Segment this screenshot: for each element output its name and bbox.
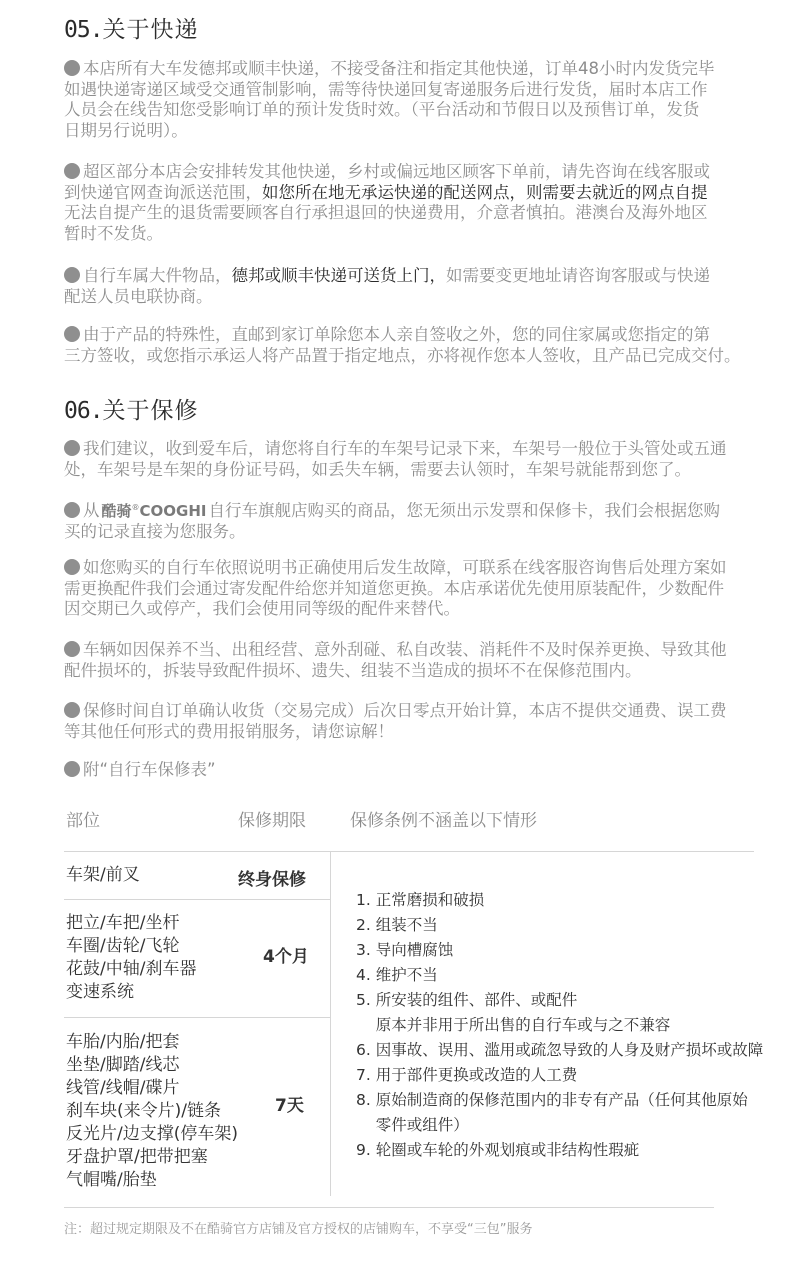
table-bottom-rule: [64, 1207, 714, 1208]
list-item: 8. 原始制造商的保修范围内的非专有产品（任何其他原始: [356, 1091, 748, 1109]
bullet-dot-icon: [64, 440, 80, 456]
warranty-paragraph-5: 保修时间自订单确认收货（交易完成）后次日零点开始计算，本店不提供交通费、误工费 等其他任何形式的费用报销服务，请您谅解！: [64, 701, 727, 741]
table-header-exclusions: 保修条例不涵盖以下情形: [350, 811, 537, 831]
table-row-period: 终身保修: [238, 870, 306, 890]
list-item: 3. 导向槽腐蚀: [356, 941, 454, 959]
table-header-part: 部位: [66, 811, 100, 831]
bullet-dot-icon: [64, 163, 80, 179]
list-item: 5. 所安装的组件、部件、或配件: [356, 991, 578, 1009]
bullet-dot-icon: [64, 502, 80, 518]
list-item: 2. 组装不当: [356, 916, 438, 934]
list-item: 6. 因事故、误用、滥用或疏忽导致的人身及财产损坏或故障: [356, 1041, 764, 1059]
warranty-table-caption: 附“自行车保修表”: [64, 760, 764, 781]
table-top-rule: [64, 851, 754, 852]
bullet-dot-icon: [64, 559, 80, 575]
table-row-parts: 车胎/内胎/把套 坐垫/脚踏/线芯 线管/线帽/碟片 刹车块(来令片)/链条 反光片/边支撑(停车架) 牙盘护罩/把带把塞 气帽嘴/胎垫: [66, 1032, 238, 1190]
list-item: 4. 维护不当: [356, 966, 438, 984]
warranty-paragraph-2: 从 酷骑®COOGHI 自行车旗舰店购买的商品，您无须出示发票和保修卡，我们会根据您购 买的记录直接为您服务。: [64, 498, 764, 542]
section-05-title: [64, 11, 199, 44]
table-row-period: 4个月: [263, 947, 309, 967]
warranty-paragraph-1: 我们建议，收到爱车后，请您将自行车的车架号记录下来，车架号一般位于头管处或五通 处，车架号是车架的身份证号码，如丢失车辆，需要去认领时，车架号就能帮到您了。: [64, 439, 727, 479]
list-item: 9. 轮圈或车轮的外观划痕或非结构性瑕疵: [356, 1141, 640, 1159]
list-item: 7. 用于部件更换或改造的人工费: [356, 1066, 578, 1084]
table-row-period: 7天: [275, 1096, 304, 1116]
self-pickup-highlight: 如您所在地无承运快递的配送网点，则需要去就近的网点自提: [262, 182, 708, 202]
shipping-paragraph-2: 超区部分本店会安排转发其他快递，乡村或偏远地区顾客下单前，请先咨询在线客服或 到快递官网查询派送范围，如您所在地无承运快递的配送网点，则需要去就近的网点自提 无法自提产生的退货需要顾客自行承担退回的快递费用，介意者慎拍。港澳台及海外地区 暂时不发货。: [64, 162, 710, 243]
table-header-period: 保修期限: [238, 811, 306, 831]
section-heading: 关于快递: [102, 17, 199, 43]
list-item: 原本并非用于所出售的自行车或与之不兼容: [356, 1016, 671, 1034]
bullet-dot-icon: [64, 761, 80, 777]
section-heading: 关于保修: [102, 398, 199, 424]
table-row-parts: 车架/前叉: [66, 865, 140, 885]
bullet-dot-icon: [64, 267, 80, 283]
bullet-dot-icon: [64, 702, 80, 718]
bullet-dot-icon: [64, 326, 80, 342]
bullet-dot-icon: [64, 60, 80, 76]
door-delivery-highlight: 德邦或顺丰快递可送货上门，: [231, 266, 446, 285]
list-item: 1. 正常磨损和破损: [356, 891, 485, 909]
section-number: 06.: [64, 398, 103, 424]
brand-logo: 酷骑®COOGHI: [101, 502, 207, 520]
bullet-dot-icon: [64, 641, 80, 657]
shipping-paragraph-4: 由于产品的特殊性，直邮到家订单除您本人亲自签收之外，您的同住家属或您指定的第 三方签收，或您指示承运人将产品置于指定地点，亦将视作您本人签收，且产品已完成交付。: [64, 325, 741, 365]
footnote: 注：超过规定期限及不在酷骑官方店铺及官方授权的店铺购车，不享受“三包”服务: [64, 1222, 533, 1237]
section-number: 05.: [64, 17, 103, 43]
warranty-paragraph-3: 如您购买的自行车依照说明书正确使用后发生故障，可联系在线客服咨询售后处理方案如 需更换配件我们会通过寄发配件给您并知道您更换。本店承诺优先使用原装配件，少数配件 因交期已久或停产，我们会使用同等级的配件来替代。: [64, 558, 727, 618]
row-divider: [64, 899, 330, 900]
section-06-title: [64, 392, 199, 425]
list-item: 零件或组件）: [356, 1116, 469, 1134]
shipping-paragraph-3: 自行车属大件物品，德邦或顺丰快递可送货上门，如需要变更地址请咨询客服或与快递 配送人员电联协商。: [64, 266, 710, 306]
shipping-paragraph-1: 本店所有大车发德邦或顺丰快递，不接受备注和指定其他快递，订单48小时内发货完毕 如遇快递寄递区域受交通管制影响，需等待快递回复寄递服务后进行发货，届时本店工作 人员会在线告知您受影响订单的预计发货时效。（平台活动和节假日以及预售订单，发货 日期另行说明）。: [64, 59, 715, 140]
warranty-paragraph-4: 车辆如因保养不当、出租经营、意外刮碰、私自改装、消耗件不及时保养更换、导致其他 配件损坏的，拆装导致配件损坏、遗失、组装不当造成的损坏不在保修范围内。: [64, 640, 727, 680]
exclusions-list: [356, 888, 763, 1163]
row-divider: [64, 1017, 330, 1018]
table-row-parts: 把立/车把/坐杆 车圈/齿轮/飞轮 花鼓/中轴/刹车器 变速系统: [66, 913, 197, 1002]
column-divider: [330, 851, 331, 1196]
